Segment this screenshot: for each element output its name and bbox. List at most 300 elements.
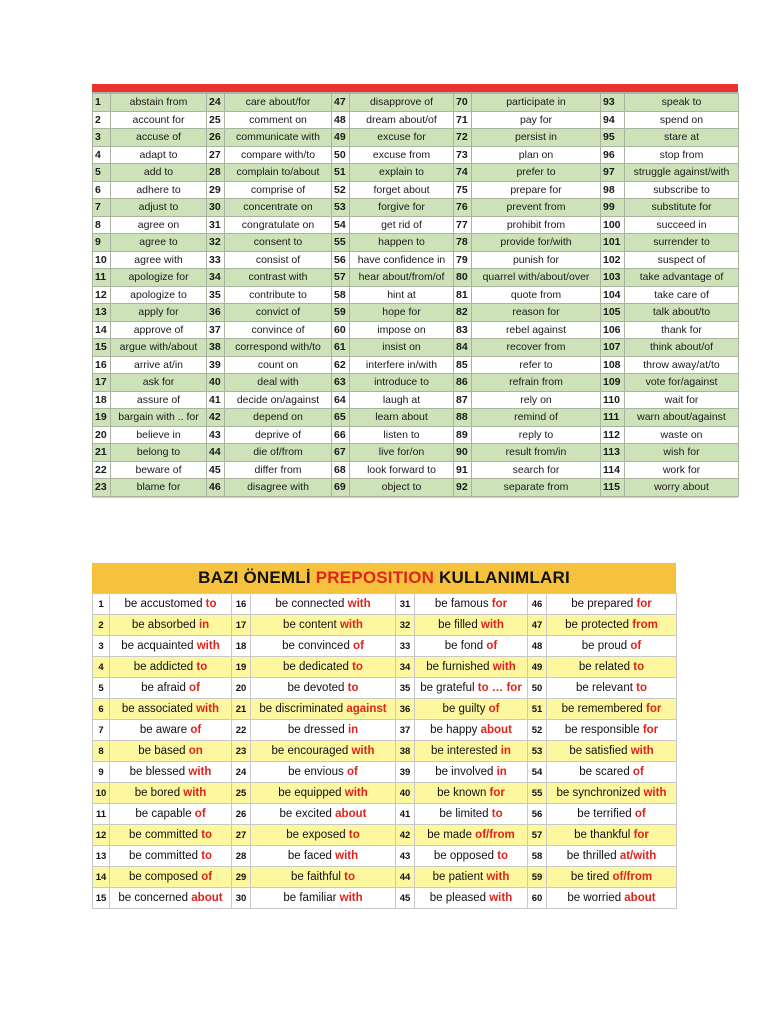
item-number: 109 (601, 374, 625, 392)
item-number: 2 (93, 111, 111, 129)
adjective-phrase (251, 699, 396, 720)
phrase-base: be opposed (433, 850, 498, 862)
phrase-base: be connected (275, 598, 348, 610)
verb-phrase: count on (225, 356, 332, 374)
item-number: 41 (396, 804, 415, 825)
item-number: 103 (601, 269, 625, 287)
table-row (93, 251, 739, 269)
verb-phrase: subscribe to (625, 181, 739, 199)
verb-phrase: forget about (350, 181, 454, 199)
verb-phrase: substitute for (625, 199, 739, 217)
adjective-phrase (251, 804, 396, 825)
item-number: 52 (528, 720, 547, 741)
item-number: 27 (207, 146, 225, 164)
preposition: for (646, 703, 662, 715)
adjective-phrase (547, 762, 677, 783)
adjective-phrase (547, 636, 677, 657)
verb-phrase: surrender to (625, 234, 739, 252)
adjective-phrase (547, 741, 677, 762)
verb-phrase: laugh at (350, 391, 454, 409)
verb-phrase: adapt to (111, 146, 207, 164)
verb-phrase: apply for (111, 304, 207, 322)
preposition: for (489, 787, 505, 799)
adjective-phrase (415, 594, 528, 615)
phrase-base: be satisfied (569, 745, 631, 757)
item-number: 6 (93, 699, 110, 720)
verb-phrase: wish for (625, 444, 739, 462)
verb-phrase: communicate with (225, 129, 332, 147)
verb-phrase: get rid of (350, 216, 454, 234)
verb-phrase: remind of (472, 409, 601, 427)
item-number: 47 (332, 94, 350, 112)
adjective-phrase (547, 678, 677, 699)
verb-phrase: struggle against/with (625, 164, 739, 182)
phrase-base: be faithful (291, 871, 345, 883)
verb-phrase: contribute to (225, 286, 332, 304)
phrase-base: be content (283, 619, 340, 631)
item-number: 64 (332, 391, 350, 409)
item-number: 5 (93, 164, 111, 182)
title-highlight: PREPOSITION (315, 568, 435, 587)
phrase-base: be envious (288, 766, 347, 778)
verb-phrase: thank for (625, 321, 739, 339)
preposition: in (198, 619, 210, 631)
item-number: 74 (454, 164, 472, 182)
preposition: to (205, 598, 217, 610)
phrase-base: be guilty (442, 703, 489, 715)
verb-phrase: persist in (472, 129, 601, 147)
item-number: 24 (207, 94, 225, 112)
item-number: 104 (601, 286, 625, 304)
preposition: with (480, 619, 504, 631)
preposition: from (632, 619, 658, 631)
item-number: 39 (207, 356, 225, 374)
item-number: 58 (332, 286, 350, 304)
item-number: 68 (332, 461, 350, 479)
item-number: 41 (207, 391, 225, 409)
item-number: 17 (93, 374, 111, 392)
verb-phrase: pay for (472, 111, 601, 129)
verb-phrase: contrast with (225, 269, 332, 287)
verb-phrase: warn about/against (625, 409, 739, 427)
adjective-phrase (251, 636, 396, 657)
table-row (93, 181, 739, 199)
adjective-preposition-table (92, 563, 676, 909)
verb-phrase: look forward to (350, 461, 454, 479)
item-number: 48 (332, 111, 350, 129)
phrase-base: be happy (430, 724, 481, 736)
item-number: 107 (601, 339, 625, 357)
item-number: 111 (601, 409, 625, 427)
item-number: 87 (454, 391, 472, 409)
phrase-base: be scared (579, 766, 633, 778)
verb-phrase: learn about (350, 409, 454, 427)
table-row (93, 720, 677, 741)
item-number: 30 (232, 888, 251, 909)
item-number: 8 (93, 216, 111, 234)
item-number: 25 (232, 783, 251, 804)
preposition: to (352, 661, 363, 673)
item-number: 28 (232, 846, 251, 867)
item-number: 32 (207, 234, 225, 252)
adjective-phrase (110, 804, 232, 825)
verb-phrase: rebel against (472, 321, 601, 339)
preposition: of (190, 724, 202, 736)
item-number: 44 (396, 867, 415, 888)
adjective-preposition-grid (92, 593, 677, 909)
phrase-base: be bored (134, 787, 184, 799)
phrase-base: be fond (444, 640, 487, 652)
phrase-base: be proud (581, 640, 631, 652)
phrase-base: be convinced (282, 640, 354, 652)
item-number: 98 (601, 181, 625, 199)
preposition: with (344, 787, 368, 799)
preposition: with (351, 745, 375, 757)
phrase-base: be acquainted (121, 640, 197, 652)
verb-phrase: participate in (472, 94, 601, 112)
item-number: 51 (332, 164, 350, 182)
phrase-base: be dressed (287, 724, 348, 736)
preposition: with (196, 703, 220, 715)
preposition: for (642, 724, 659, 736)
item-number: 28 (207, 164, 225, 182)
phrase-base: be committed (128, 850, 202, 862)
item-number: 51 (528, 699, 547, 720)
item-number: 49 (528, 657, 547, 678)
table-row (93, 199, 739, 217)
preposition: with (196, 640, 220, 652)
table-bottom-edge (92, 497, 738, 502)
item-number: 86 (454, 374, 472, 392)
item-number: 38 (207, 339, 225, 357)
phrase-base: be equipped (278, 787, 345, 799)
verb-phrase: recover from (472, 339, 601, 357)
item-number: 93 (601, 94, 625, 112)
adjective-phrase (415, 867, 528, 888)
item-number: 88 (454, 409, 472, 427)
adjective-phrase (415, 699, 528, 720)
preposition: with (492, 661, 516, 673)
item-number: 29 (232, 867, 251, 888)
item-number: 4 (93, 146, 111, 164)
phrase-base: be thankful (574, 829, 634, 841)
item-number: 34 (207, 269, 225, 287)
adjective-phrase (110, 762, 232, 783)
item-number: 113 (601, 444, 625, 462)
item-number: 35 (396, 678, 415, 699)
verb-preposition-grid (92, 93, 739, 497)
item-number: 46 (528, 594, 547, 615)
adjective-phrase (110, 741, 232, 762)
verb-phrase: abstain from (111, 94, 207, 112)
item-number: 62 (332, 356, 350, 374)
phrase-base: be capable (135, 808, 195, 820)
preposition: of/from (475, 829, 515, 841)
table-row (93, 164, 739, 182)
item-number: 42 (207, 409, 225, 427)
verb-phrase: plan on (472, 146, 601, 164)
adjective-phrase (415, 636, 528, 657)
verb-phrase: compare with/to (225, 146, 332, 164)
table-row (93, 846, 677, 867)
adjective-phrase (110, 825, 232, 846)
item-number: 7 (93, 199, 111, 217)
table-row (93, 804, 677, 825)
phrase-base: be terrified (577, 808, 635, 820)
item-number: 37 (396, 720, 415, 741)
adjective-phrase (547, 888, 677, 909)
verb-phrase: quote from (472, 286, 601, 304)
title-part-1: BAZI ÖNEMLİ (198, 568, 316, 587)
table-row (93, 444, 739, 462)
item-number: 106 (601, 321, 625, 339)
phrase-base: be addicted (133, 661, 197, 673)
verb-phrase: stare at (625, 129, 739, 147)
item-number: 14 (93, 321, 111, 339)
item-number: 61 (332, 339, 350, 357)
verb-phrase: vote for/against (625, 374, 739, 392)
preposition: about (624, 892, 656, 904)
item-number: 85 (454, 356, 472, 374)
verb-preposition-table (92, 84, 738, 502)
item-number: 83 (454, 321, 472, 339)
item-number: 30 (207, 199, 225, 217)
preposition: to … for (477, 682, 522, 694)
verb-phrase: separate from (472, 479, 601, 497)
item-number: 75 (454, 181, 472, 199)
verb-phrase: agree with (111, 251, 207, 269)
item-number: 10 (93, 783, 110, 804)
preposition: of (201, 871, 213, 883)
preposition: about (335, 808, 367, 820)
preposition: with (489, 892, 513, 904)
verb-phrase: congratulate on (225, 216, 332, 234)
phrase-base: be known (437, 787, 490, 799)
item-number: 19 (232, 657, 251, 678)
item-number: 59 (528, 867, 547, 888)
item-number: 60 (332, 321, 350, 339)
verb-phrase: approve of (111, 321, 207, 339)
phrase-base: be filled (438, 619, 481, 631)
verb-phrase: refrain from (472, 374, 601, 392)
item-number: 16 (232, 594, 251, 615)
verb-phrase: complain to/about (225, 164, 332, 182)
item-number: 95 (601, 129, 625, 147)
item-number: 25 (207, 111, 225, 129)
phrase-base: be excited (279, 808, 336, 820)
item-number: 26 (207, 129, 225, 147)
verb-phrase: assure of (111, 391, 207, 409)
verb-phrase: reply to (472, 426, 601, 444)
verb-phrase: waste on (625, 426, 739, 444)
adjective-phrase (251, 741, 396, 762)
phrase-base: be famous (434, 598, 492, 610)
preposition: to (491, 808, 503, 820)
table-row (93, 762, 677, 783)
item-number: 69 (332, 479, 350, 497)
item-number: 22 (93, 461, 111, 479)
table-row (93, 825, 677, 846)
verb-phrase: spend on (625, 111, 739, 129)
verb-phrase: forgive for (350, 199, 454, 217)
verb-phrase: decide on/against (225, 391, 332, 409)
adjective-phrase (251, 888, 396, 909)
preposition: of (634, 808, 646, 820)
phrase-base: be exposed (286, 829, 349, 841)
verb-phrase: search for (472, 461, 601, 479)
item-number: 18 (93, 391, 111, 409)
verb-phrase: reason for (472, 304, 601, 322)
table-row (93, 391, 739, 409)
adjective-phrase (415, 825, 528, 846)
item-number: 81 (454, 286, 472, 304)
adjective-phrase (547, 615, 677, 636)
phrase-base: be involved (435, 766, 497, 778)
item-number: 45 (207, 461, 225, 479)
item-number: 45 (396, 888, 415, 909)
verb-phrase: arrive at/in (111, 356, 207, 374)
adjective-phrase (251, 657, 396, 678)
item-number: 105 (601, 304, 625, 322)
preposition: on (188, 745, 203, 757)
adjective-phrase (547, 594, 677, 615)
item-number: 53 (528, 741, 547, 762)
verb-phrase: hear about/from/of (350, 269, 454, 287)
phrase-base: be remembered (561, 703, 647, 715)
item-number: 100 (601, 216, 625, 234)
preposition: to (348, 829, 360, 841)
verb-phrase: prohibit from (472, 216, 601, 234)
verb-phrase: belong to (111, 444, 207, 462)
item-number: 84 (454, 339, 472, 357)
adjective-phrase (110, 888, 232, 909)
verb-phrase: apologize for (111, 269, 207, 287)
verb-phrase: disagree with (225, 479, 332, 497)
item-number: 79 (454, 251, 472, 269)
phrase-base: be limited (439, 808, 492, 820)
item-number: 31 (207, 216, 225, 234)
verb-phrase: care about/for (225, 94, 332, 112)
phrase-base: be prepared (571, 598, 637, 610)
verb-phrase: wait for (625, 391, 739, 409)
preposition: to (347, 682, 359, 694)
preposition: to (633, 661, 645, 673)
item-number: 1 (93, 94, 111, 112)
adjective-phrase (415, 615, 528, 636)
phrase-base: be patient (432, 871, 487, 883)
item-number: 23 (93, 479, 111, 497)
item-number: 33 (207, 251, 225, 269)
verb-phrase: excuse from (350, 146, 454, 164)
verb-phrase: excuse for (350, 129, 454, 147)
verb-phrase: deal with (225, 374, 332, 392)
verb-phrase: have confidence in (350, 251, 454, 269)
item-number: 73 (454, 146, 472, 164)
verb-phrase: take care of (625, 286, 739, 304)
table-row (93, 594, 677, 615)
verb-phrase: depend on (225, 409, 332, 427)
item-number: 37 (207, 321, 225, 339)
preposition: with (335, 850, 359, 862)
table-row (93, 479, 739, 497)
item-number: 9 (93, 234, 111, 252)
item-number: 5 (93, 678, 110, 699)
item-number: 29 (207, 181, 225, 199)
item-number: 20 (93, 426, 111, 444)
verb-phrase: rely on (472, 391, 601, 409)
item-number: 27 (232, 825, 251, 846)
item-number: 11 (93, 804, 110, 825)
verb-phrase: quarrel with/about/over (472, 269, 601, 287)
item-number: 65 (332, 409, 350, 427)
preposition: with (339, 619, 363, 631)
phrase-base: be protected (565, 619, 633, 631)
verb-phrase: hope for (350, 304, 454, 322)
item-number: 99 (601, 199, 625, 217)
item-number: 55 (528, 783, 547, 804)
table-row (93, 636, 677, 657)
verb-phrase: comment on (225, 111, 332, 129)
item-number: 108 (601, 356, 625, 374)
item-number: 31 (396, 594, 415, 615)
item-number: 56 (332, 251, 350, 269)
table-row (93, 321, 739, 339)
adjective-phrase (110, 636, 232, 657)
table-row (93, 461, 739, 479)
item-number: 8 (93, 741, 110, 762)
item-number: 15 (93, 339, 111, 357)
verb-phrase: accuse of (111, 129, 207, 147)
adjective-phrase (547, 804, 677, 825)
phrase-base: be accustomed (124, 598, 206, 610)
adjective-phrase (415, 678, 528, 699)
item-number: 23 (232, 741, 251, 762)
preposition: about (480, 724, 512, 736)
preposition: of (346, 766, 358, 778)
table-row (93, 339, 739, 357)
phrase-base: be composed (128, 871, 202, 883)
item-number: 112 (601, 426, 625, 444)
preposition: with (643, 787, 667, 799)
item-number: 58 (528, 846, 547, 867)
verb-phrase: suspect of (625, 251, 739, 269)
adjective-phrase (110, 615, 232, 636)
adjective-phrase (547, 867, 677, 888)
verb-phrase: throw away/at/to (625, 356, 739, 374)
verb-phrase: work for (625, 461, 739, 479)
table-row (93, 741, 677, 762)
item-number: 54 (528, 762, 547, 783)
preposition: to (497, 850, 509, 862)
item-number: 102 (601, 251, 625, 269)
table-row (93, 304, 739, 322)
phrase-base: be absorbed (131, 619, 199, 631)
verb-phrase: refer to (472, 356, 601, 374)
item-number: 14 (93, 867, 110, 888)
phrase-base: be tired (570, 871, 613, 883)
item-number: 63 (332, 374, 350, 392)
item-number: 13 (93, 304, 111, 322)
item-number: 20 (232, 678, 251, 699)
item-number: 57 (528, 825, 547, 846)
item-number: 78 (454, 234, 472, 252)
verb-phrase: believe in (111, 426, 207, 444)
item-number: 50 (528, 678, 547, 699)
verb-phrase: introduce to (350, 374, 454, 392)
verb-phrase: comprise of (225, 181, 332, 199)
adjective-phrase (110, 699, 232, 720)
item-number: 16 (93, 356, 111, 374)
